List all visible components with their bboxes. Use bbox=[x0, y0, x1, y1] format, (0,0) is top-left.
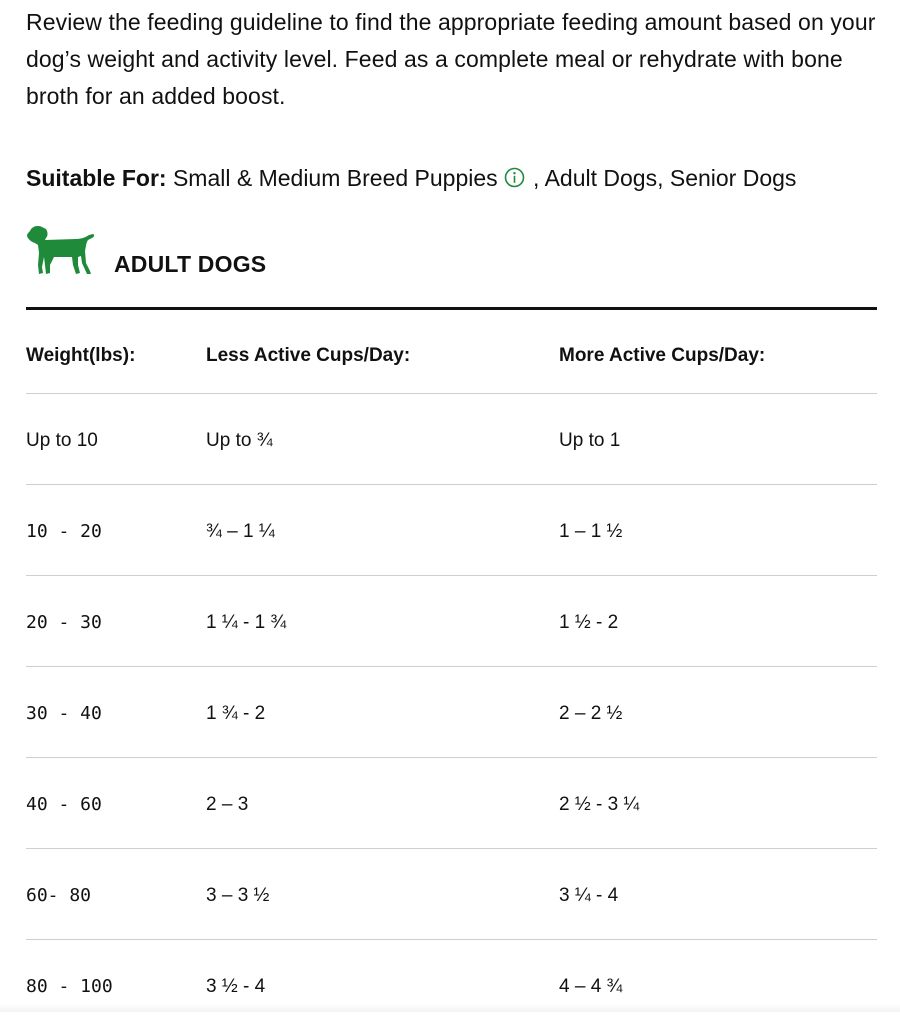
table-header-row bbox=[26, 310, 877, 394]
less-active-cell: 2 – 3 bbox=[206, 794, 249, 815]
less-active-cell: 1 ¾ - 2 bbox=[206, 703, 266, 724]
weight-cell: 30 - 40 bbox=[26, 703, 102, 724]
suitable-for-label: Suitable For: bbox=[26, 165, 167, 191]
weight-cell: 10 - 20 bbox=[26, 521, 102, 542]
weight-cell: Up to 10 bbox=[26, 430, 98, 451]
info-icon[interactable] bbox=[504, 162, 525, 183]
less-active-cell: Up to ¾ bbox=[206, 430, 273, 451]
table-row bbox=[26, 667, 877, 758]
bottom-edge bbox=[0, 1004, 900, 1012]
less-active-cell: 1 ¼ - 1 ¾ bbox=[206, 612, 287, 633]
dog-icon bbox=[26, 225, 96, 277]
more-active-cell: 2 – 2 ½ bbox=[559, 703, 623, 724]
table-row bbox=[26, 849, 877, 940]
more-active-cell: 2 ½ - 3 ¼ bbox=[559, 794, 640, 815]
header-less-active: Less Active Cups/Day: bbox=[206, 344, 411, 366]
more-active-cell: 3 ¼ - 4 bbox=[559, 885, 619, 906]
weight-cell: 60- 80 bbox=[26, 885, 92, 906]
header-more-active: More Active Cups/Day: bbox=[559, 344, 766, 366]
feeding-guide bbox=[26, 0, 877, 997]
header-weight: Weight(lbs): bbox=[26, 344, 136, 366]
suitable-for-rest: , Adult Dogs, Senior Dogs bbox=[526, 165, 797, 191]
less-active-cell: 3 – 3 ½ bbox=[206, 885, 270, 906]
weight-cell: 80 - 100 bbox=[26, 976, 113, 997]
table-row bbox=[26, 394, 877, 485]
suitable-for-line bbox=[26, 160, 796, 196]
suitable-for-puppies: Small & Medium Breed Puppies bbox=[166, 165, 498, 191]
weight-cell: 20 - 30 bbox=[26, 612, 102, 633]
table-row bbox=[26, 940, 877, 1030]
weight-cell: 40 - 60 bbox=[26, 794, 102, 815]
table-row bbox=[26, 576, 877, 667]
section-header bbox=[26, 225, 426, 277]
intro-text: Review the feeding guideline to find the appropriate feeding amount based on your dog’s weight and activity level. Feed as a complete meal or rehydrate with bone broth for an added boost. bbox=[26, 9, 876, 109]
more-active-cell: 1 ½ - 2 bbox=[559, 612, 619, 633]
less-active-cell: 3 ½ - 4 bbox=[206, 976, 266, 997]
table-row bbox=[26, 485, 877, 576]
section-title: ADULT DOGS bbox=[114, 251, 267, 277]
feeding-table bbox=[26, 310, 877, 1030]
table-row bbox=[26, 758, 877, 849]
more-active-cell: 1 – 1 ½ bbox=[559, 521, 623, 542]
less-active-cell: ¾ – 1 ¼ bbox=[206, 521, 275, 542]
more-active-cell: Up to 1 bbox=[559, 430, 621, 451]
more-active-cell: 4 – 4 ¾ bbox=[559, 976, 623, 997]
